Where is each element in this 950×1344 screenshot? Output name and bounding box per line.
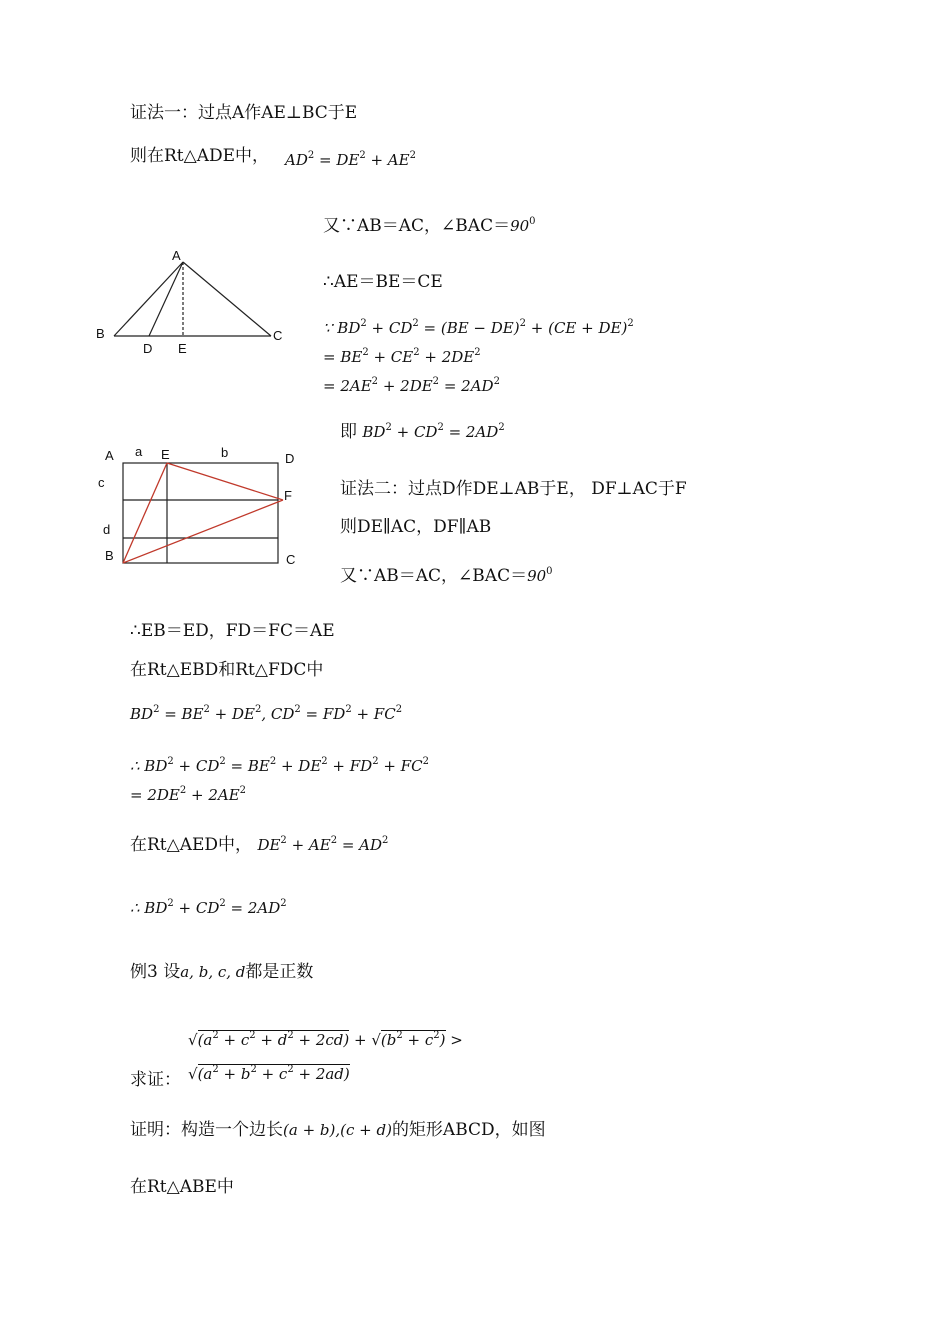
proof-sides: (a + b),(c + d) (283, 1121, 392, 1139)
label2-f: F (284, 488, 292, 503)
angle-90-second: $90^0$ (527, 566, 553, 585)
proof2-line4: ∴EB＝ED，FD＝FC＝AE (130, 621, 335, 641)
sqrt-expr-2: $(b^2 + c^2)$ (380, 1030, 446, 1049)
example3-tail: 都是正数 (245, 962, 314, 982)
label2-b: B (105, 548, 114, 563)
inequality-line1: $√(a^2 + c^2 + d^2 + 2cd) + √(b^2 + c^2)$ > (188, 1030, 463, 1049)
sqrt-expr-3: $(a^2 + b^2 + c^2 + 2ad)$ (197, 1064, 350, 1083)
proof2-line9-text: 在Rt△AED中， (130, 835, 253, 855)
prove-label: 求证： (130, 1070, 181, 1090)
rectangle-figure (95, 443, 310, 573)
proof-label: 证明：构造一个边长 (130, 1120, 283, 1140)
label2-d: D (285, 451, 295, 466)
label-d: D (143, 341, 153, 356)
label-b: B (96, 326, 105, 341)
proof1-line6: = $BE^2 + CE^2 + 2DE^2$ (323, 347, 481, 366)
label2-a-lower: a (135, 444, 143, 459)
proof2-line6: $BD^2 = BE^2 + DE^2$, $CD^2 = FD^2 + FC^2$ (130, 704, 403, 723)
proof1-line4: ∴AE＝BE＝CE (323, 272, 443, 292)
proof-tail: 的矩形ABCD，如图 (391, 1120, 546, 1140)
label-a: A (172, 248, 181, 263)
proof1-line8-text: 即 (340, 422, 357, 442)
label2-e: E (161, 447, 170, 462)
proof1-line2-math: $AD^2 = DE^2 + AE^2$ (285, 150, 416, 169)
example3-vars: a, b, c, d (180, 963, 246, 981)
example3-line (130, 962, 313, 982)
proof2-line8: = $2DE^2 + 2AE^2$ (130, 785, 247, 804)
segment-ad (149, 262, 183, 336)
side-ab (114, 262, 183, 336)
label2-c: C (286, 552, 296, 567)
red-ef (167, 463, 283, 500)
proof2-line1: 证法二：过点D作DE⊥AB于E， DF⊥AC于F (340, 479, 687, 499)
label-c: C (273, 328, 283, 343)
proof2-line2: 则DE∥AC，DF∥AB (340, 517, 492, 537)
plus-sign: + (354, 1031, 367, 1049)
proof1-line8 (340, 418, 505, 442)
label2-c-lower: c (98, 475, 105, 490)
proof2-line10: ∴ $BD^2 + CD^2 = 2AD^2$ (130, 898, 287, 917)
proof2-line3-text: 又∵AB＝AC，∠BAC＝ (340, 566, 528, 586)
angle-90: $90^0$ (510, 216, 536, 235)
sqrt-expr-1: $(a^2 + c^2 + d^2 + 2cd)$ (197, 1030, 350, 1049)
label2-d-lower: d (103, 522, 111, 537)
example3-label: 例3 设 (130, 962, 181, 982)
proof1-line3-text: 又∵AB＝AC，∠BAC＝ (323, 216, 511, 236)
side-ac (183, 262, 271, 336)
proof2-line9 (130, 831, 388, 855)
last-line: 在Rt△ABE中 (130, 1177, 234, 1197)
triangle-figure (90, 248, 290, 363)
proof-construct-line (130, 1120, 546, 1140)
rect-abcd (123, 463, 278, 563)
label2-b-lower: b (221, 445, 229, 460)
proof1-line7: = $2AE^2 + 2DE^2 = 2AD^2$ (323, 376, 500, 395)
proof1-line1: 证法一：过点A作AE⊥BC于E (130, 103, 358, 123)
proof2-line7: ∴ $BD^2 + CD^2 = BE^2 + DE^2 + FD^2 + FC^2$ (130, 756, 429, 775)
proof2-line9-math: $DE^2 + AE^2 = AD^2$ (257, 835, 389, 854)
gt-sign: > (450, 1031, 463, 1049)
proof2-line5: 在Rt△EBD和Rt△FDC中 (130, 660, 324, 680)
inequality-line2: $√(a^2 + b^2 + c^2 + 2ad)$ (188, 1064, 350, 1083)
label2-a: A (105, 448, 114, 463)
proof1-line5: ∵ $BD^2 + CD^2 = (BE - DE)^2 + (CE + DE)^2$ (323, 318, 634, 337)
proof1-line8-math: $BD^2 + CD^2 = 2AD^2$ (362, 422, 505, 441)
proof1-line2-text: 则在Rt△ADE中， (130, 146, 270, 166)
proof1-line3 (323, 212, 536, 236)
label-e: E (178, 341, 187, 356)
proof2-line3 (340, 562, 553, 586)
